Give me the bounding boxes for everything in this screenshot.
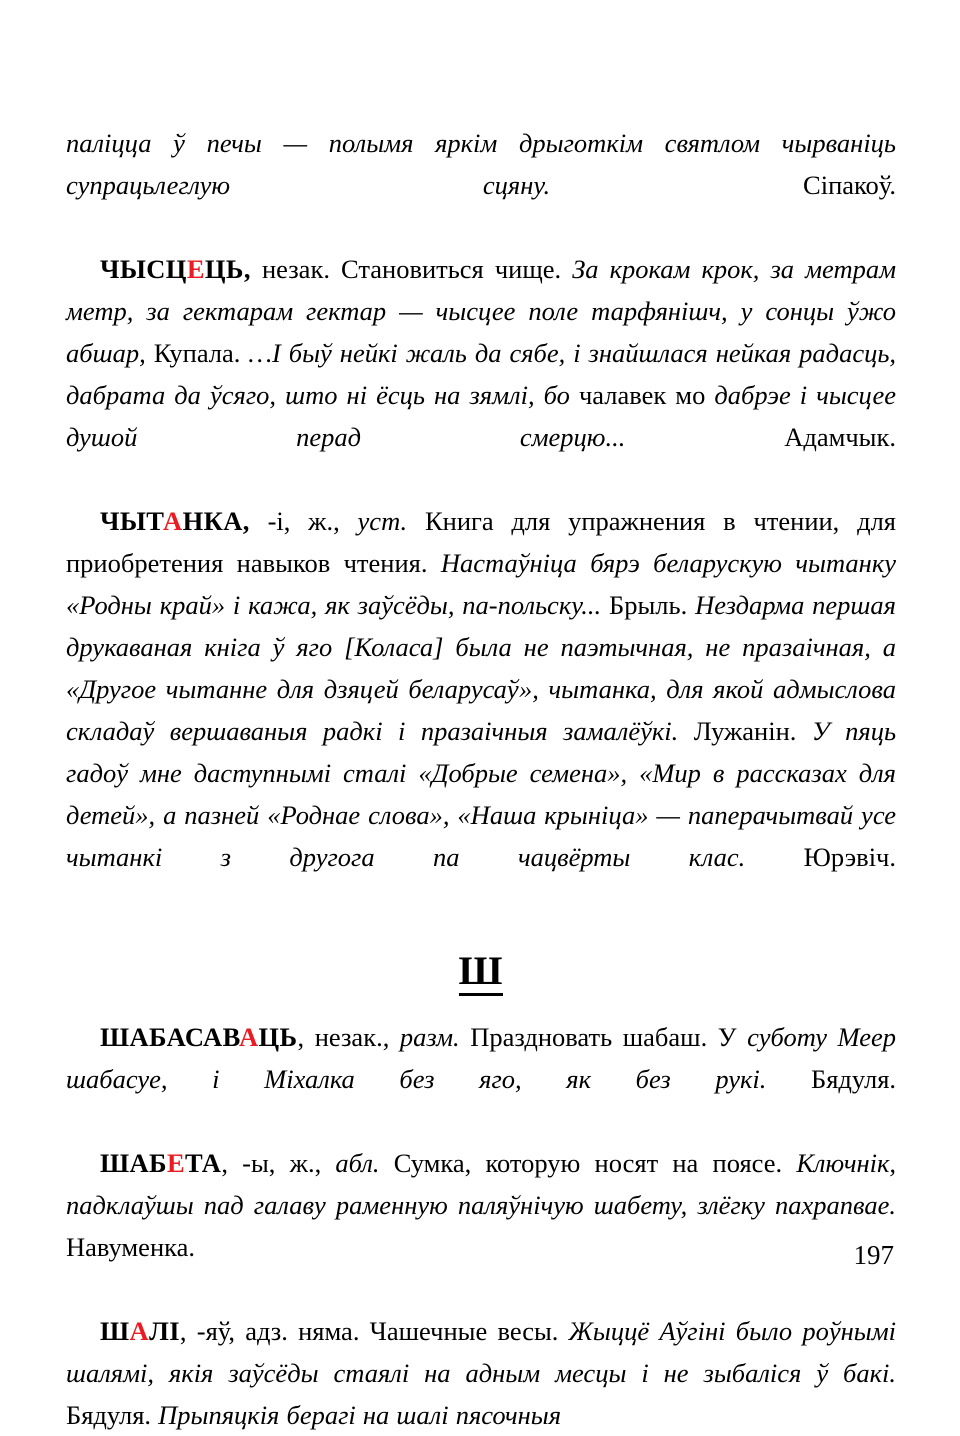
headword-shabeta bbox=[100, 1148, 221, 1178]
quote-text-3: У пяць гадоў мне даступнымі сталі «Добрые семена», «Мир в рассказах для детей», а пазней «Роднае слова», «Наша крыніца» — паперачытвай усе чытанкі з другога па чацвёрты клас. bbox=[66, 716, 897, 872]
headword-part-after: ЦЬ bbox=[258, 1022, 298, 1052]
headword-part-after: ЛІ bbox=[149, 1316, 180, 1346]
quote-source-1: Купала. bbox=[153, 338, 241, 368]
entry-chytanka bbox=[66, 500, 896, 920]
quote-lead-roman: У bbox=[717, 1022, 748, 1052]
usage-label: абл. bbox=[335, 1148, 380, 1178]
entry-shabeta bbox=[66, 1142, 896, 1310]
headword-part-before: ШАБ bbox=[100, 1148, 167, 1178]
continued-quote-source: Сіпакоў. bbox=[803, 170, 897, 200]
quote-text-2-post: дабрэе і чысцее душой перад смерцю... bbox=[66, 380, 896, 452]
headword-part-after: ТА bbox=[185, 1148, 222, 1178]
quote-source-3: Юрэвіч. bbox=[803, 842, 897, 872]
quote-text-2: Нездарма першая друкаваная кніга ў яго [Коласа] была не паэтычная, не празаічная, а «Другое чытанне для дзяцей беларусаў», чытанка, для якой адмыслова складаў вершаваныя радкі і празаічныя замалёўкі. bbox=[66, 590, 897, 746]
section-spacer-top bbox=[66, 920, 896, 950]
entry-shabasavac bbox=[66, 1016, 896, 1142]
headword-part-before: Ш bbox=[100, 1316, 130, 1346]
definition-text: Праздновать шабаш. bbox=[459, 1022, 718, 1052]
definition-text: Книга для упражнения в чтении, для приобретения навыков чтения. bbox=[66, 506, 896, 578]
grammar-note: , незак., bbox=[297, 1022, 400, 1052]
quote-text-1: Ключнік, падклаўшы пад галаву раменную паляўнічую шабету, злёгку пахрапвае. bbox=[66, 1148, 896, 1220]
grammar-note: -і, ж., bbox=[249, 506, 358, 536]
headword-stressed-vowel: Е bbox=[166, 1148, 186, 1178]
quote-source-1: Бядуля. bbox=[811, 1064, 897, 1094]
definition-text: Сумка, которую носят на поясе. bbox=[379, 1148, 797, 1178]
text-column bbox=[66, 122, 896, 1436]
quote-source-1: Брыль. bbox=[609, 590, 688, 620]
headword-chysciec bbox=[100, 254, 251, 284]
grammar-note: незак. bbox=[250, 254, 342, 284]
usage-label: уст. bbox=[357, 506, 408, 536]
headword-stressed-vowel: А bbox=[239, 1022, 259, 1052]
quote-text-1: Жыццё Аўгіні было роўнымі шалямі, якія заўсёды стаялі на адным месцы і не зыбаліся ў бакі. bbox=[66, 1316, 896, 1388]
entry-chysciec bbox=[66, 248, 896, 500]
quote-text-2-pre: …І быў нейкі жаль да сябе, і знайшлася нейкая радасць, дабрата да ўсяго, што ні ёсць на зямлі, бо bbox=[66, 338, 897, 410]
grammar-note: , -яў, адз. няма. bbox=[179, 1316, 370, 1346]
quote-text-2-roman: чалавек мо bbox=[578, 380, 706, 410]
quote-text-2: Прыпяцкія берагі на шалі пясочныя bbox=[158, 1400, 562, 1430]
page-number: 197 bbox=[853, 1240, 894, 1270]
section-letter-glyph: Ш bbox=[459, 950, 504, 996]
headword-chytanka bbox=[100, 506, 250, 536]
headword-shabasavac bbox=[100, 1022, 297, 1052]
headword-part-before: ЧЫСЦ bbox=[100, 254, 187, 284]
headword-stressed-vowel: А bbox=[163, 506, 183, 536]
entry-shali bbox=[66, 1310, 896, 1436]
headword-part-after: ЦЬ, bbox=[204, 254, 251, 284]
quote-text-1: суботу Меер шабасуе, і Міхалка без яго, як без рукі. bbox=[66, 1022, 897, 1094]
continued-entry-paragraph bbox=[66, 122, 896, 248]
usage-label: разм. bbox=[399, 1022, 460, 1052]
quote-source-1: Навуменка. bbox=[66, 1232, 195, 1262]
definition-text: Чашечные весы. bbox=[369, 1316, 569, 1346]
headword-part-after: НКА, bbox=[182, 506, 250, 536]
headword-stressed-vowel: Е bbox=[186, 254, 205, 284]
headword-part-before: ЧЫТ bbox=[100, 506, 164, 536]
quote-source-2: Лужанін. bbox=[693, 716, 797, 746]
definition-text: Становиться чище. bbox=[341, 254, 573, 284]
section-letter-heading bbox=[66, 950, 896, 996]
headword-stressed-vowel: А bbox=[129, 1316, 150, 1346]
continued-quote-text: паліцца ў печы — полымя яркім дрыготкім святлом чырваніць супрацьлеглую сцяну. bbox=[66, 128, 896, 200]
quote-source-2: Адамчык. bbox=[784, 422, 896, 452]
quote-text-1: Настаўніца бярэ беларускую чытанку «Родны край» і кажа, як заўсёды, па-польску... bbox=[66, 548, 896, 620]
headword-shali bbox=[100, 1316, 180, 1346]
headword-part-before: ШАБАСАВ bbox=[100, 1022, 239, 1052]
quote-text-1: За крокам крок, за метрам метр, за гектарам гектар — чысцее поле тарфянішч, у сонцы ўжо абшар, bbox=[66, 254, 896, 368]
grammar-note: , -ы, ж., bbox=[221, 1148, 336, 1178]
section-spacer-bottom bbox=[66, 996, 896, 1016]
quote-source-1: Бядуля. bbox=[66, 1400, 152, 1430]
